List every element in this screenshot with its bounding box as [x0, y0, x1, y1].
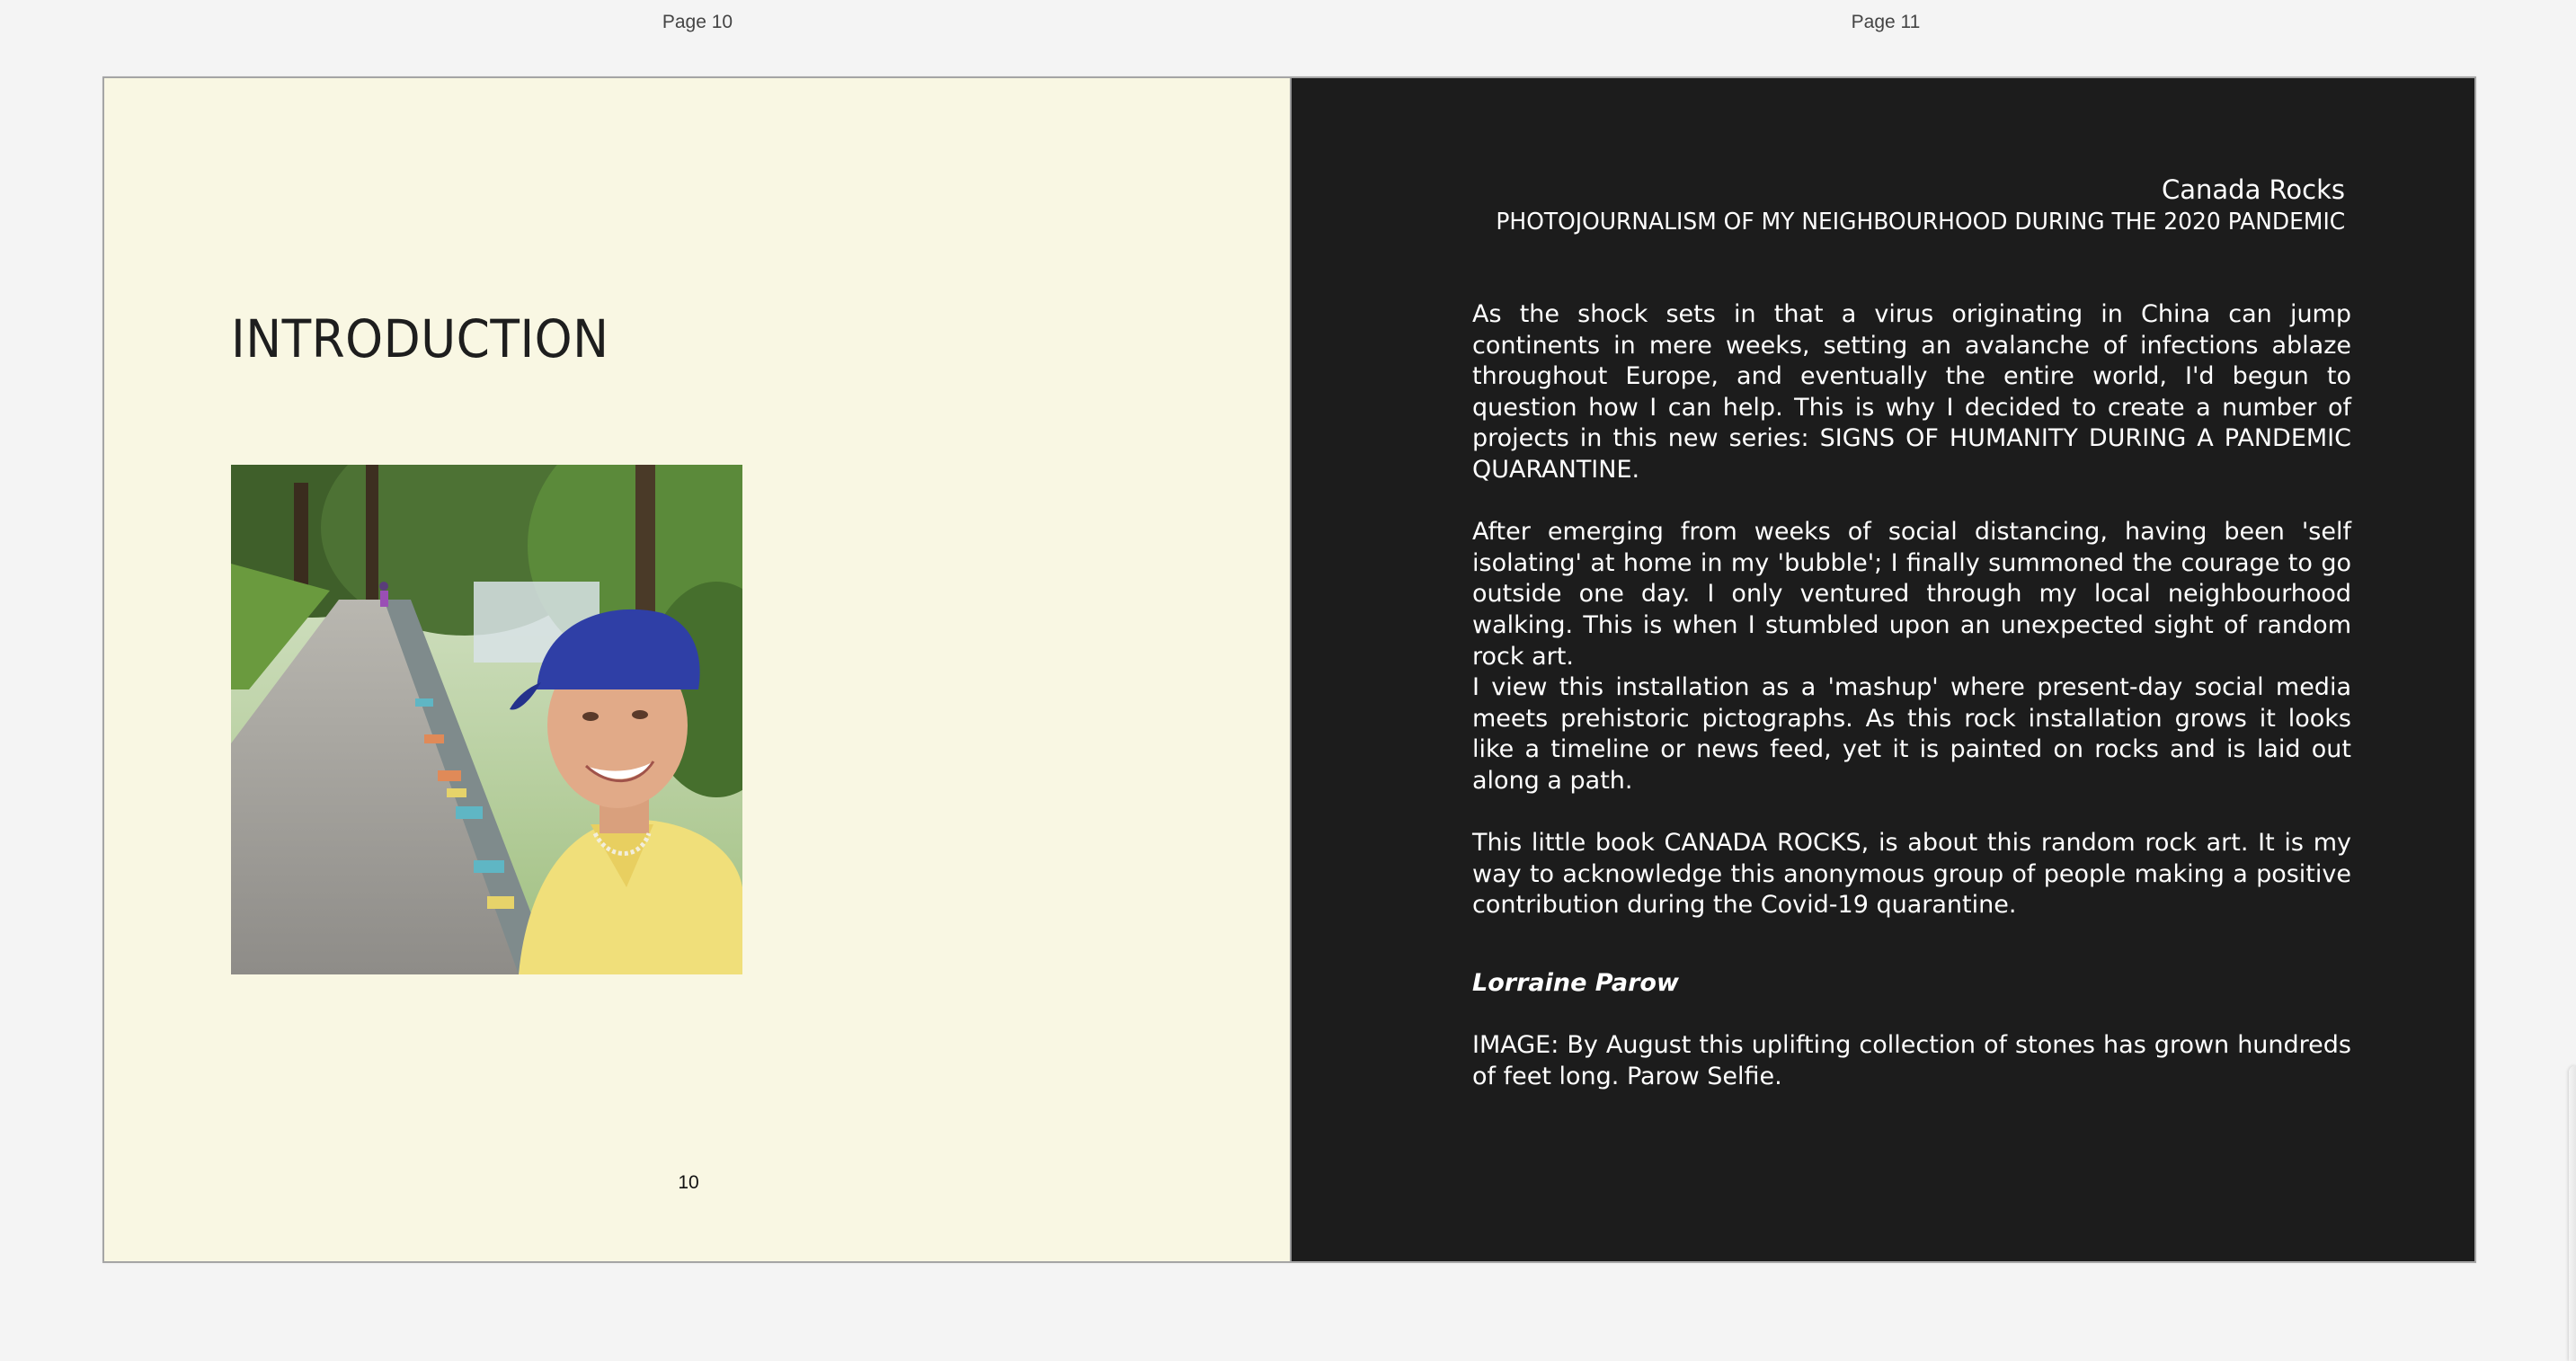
- book-subtitle: PHOTOJOURNALISM OF MY NEIGHBOURHOOD DURING THE 2020 PANDEMIC: [1496, 209, 2345, 236]
- page-label-left: Page 10: [662, 12, 733, 32]
- paragraph-4: This little book CANADA ROCKS, is about this random rock art. It is my way to acknowledge this anonymous group of people making a positive contribution during the Covid-19 quarantine.: [1472, 829, 2351, 920]
- page-number: 10: [678, 1172, 699, 1193]
- paragraph-2: After emerging from weeks of social distancing, having been 'self isolating' at home in my 'bubble'; I finally summoned the courage to go outside one day. I only ventured through my local neighbourhood walking. This is when I stumbled upon an unexpected sight of random rock art.: [1472, 518, 2351, 671]
- paragraph-1: As the shock sets in that a virus originating in China can jump continents in mere weeks, setting an avalanche of infections ablaze throughout Europe, and eventually the entire world, I'd begun to question how I can help. This is why I decided to create a number of projects in this new series: SIGNS OF HUMANITY DURING A PANDEMIC QUARANTINE.: [1472, 300, 2351, 484]
- author-name: Lorraine Parow: [1472, 968, 1679, 997]
- introduction-heading: INTRODUCTION: [231, 308, 609, 369]
- page-label-right: Page 11: [1851, 12, 1921, 32]
- book-spread: [102, 76, 2476, 1263]
- side-panel-handle[interactable]: [2569, 1065, 2576, 1361]
- image-caption: IMAGE: By August this uplifting collection of stones has grown hundreds of feet long. Parow Selfie.: [1472, 1031, 2351, 1090]
- right-page[interactable]: [1292, 78, 2474, 1261]
- selfie-photo[interactable]: [231, 465, 742, 974]
- book-title: Canada Rocks: [2161, 174, 2345, 205]
- paragraph-3: I view this installation as a 'mashup' where present-day social media meets prehistoric pictographs. As this rock installation grows it looks like a timeline or news feed, yet it is painted on rocks and is laid out along a path.: [1472, 673, 2351, 795]
- right-page-header: [1461, 173, 2345, 238]
- introduction-body: [1472, 299, 2351, 1124]
- left-page[interactable]: [104, 78, 1292, 1261]
